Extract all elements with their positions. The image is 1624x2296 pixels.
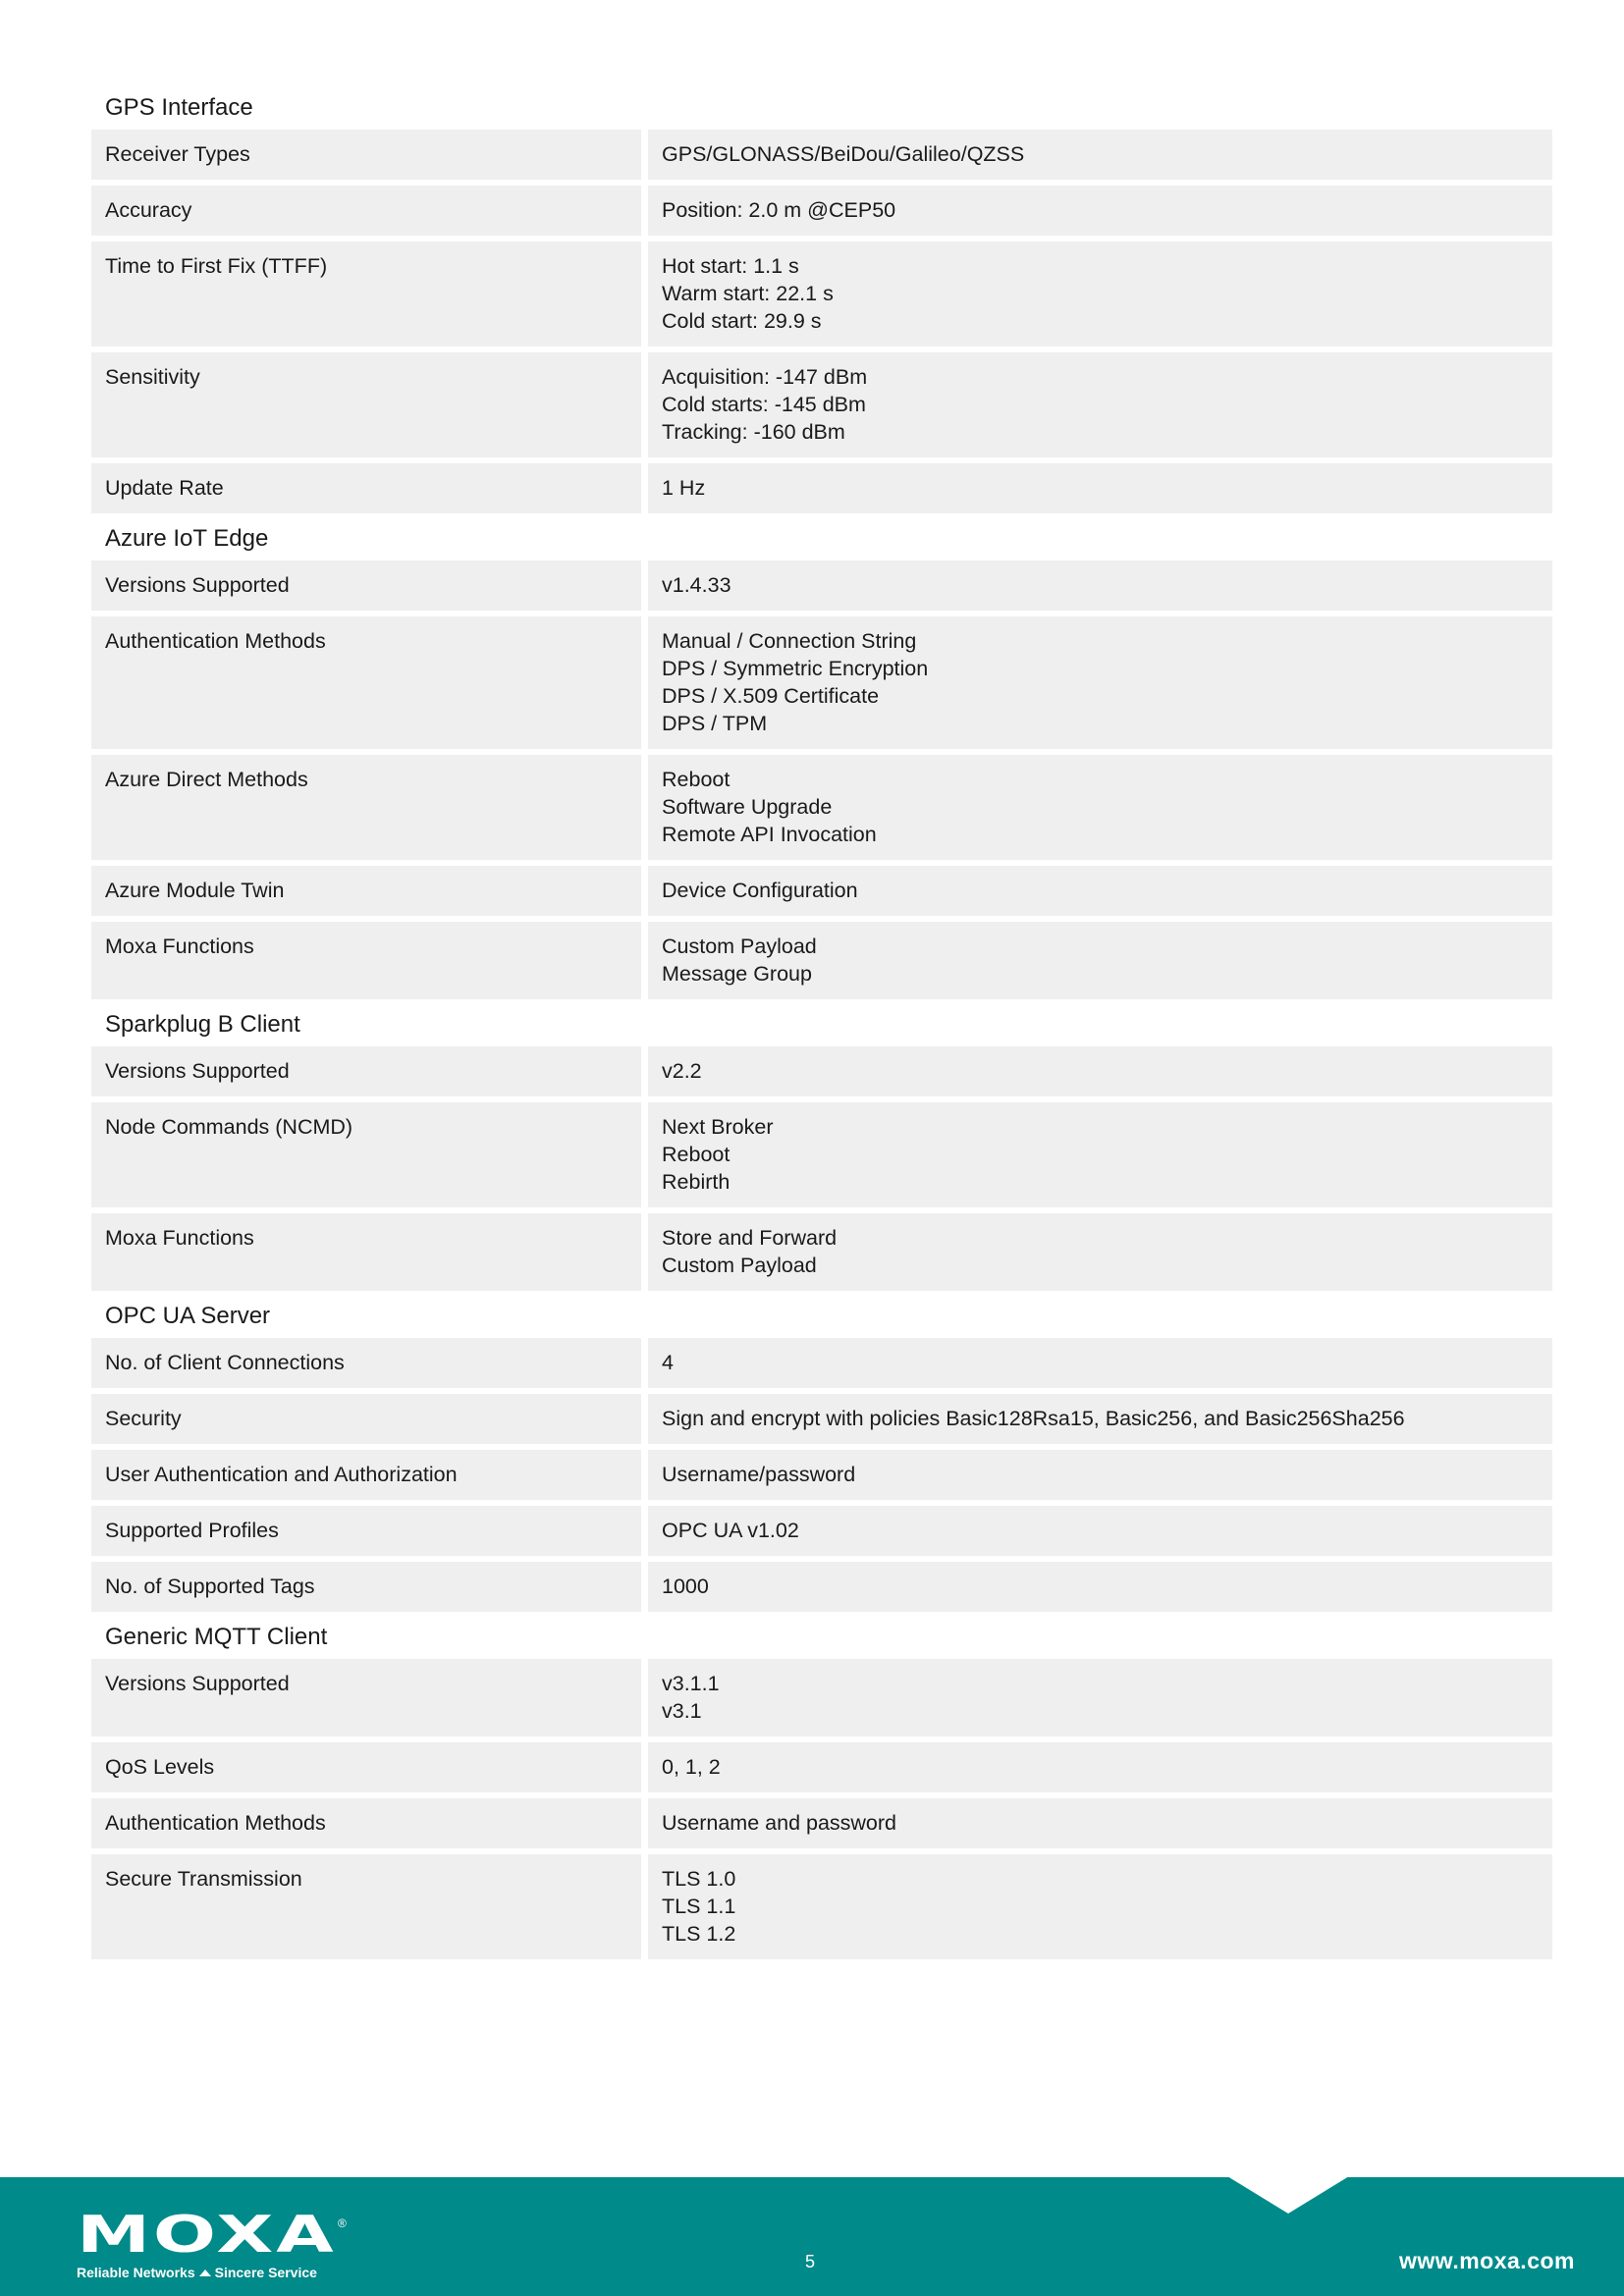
spec-value-line: Remote API Invocation [662,823,877,846]
spec-value-line: Acquisition: -147 dBm [662,365,868,389]
spec-value [648,922,1552,999]
spec-row [91,1854,1552,1959]
moxa-logo [77,2206,347,2281]
spec-label: Secure Transmission [91,1854,641,1959]
spec-value [648,561,1552,611]
page-number: 5 [805,2252,816,2271]
spec-value-line: Cold start: 29.9 s [662,309,822,333]
spec-label: Authentication Methods [91,1798,641,1848]
spec-value-line: 1000 [662,1575,709,1598]
spec-value-line: OPC UA v1.02 [662,1519,799,1542]
spec-value-line: Custom Payload [662,1254,817,1277]
section-title: GPS Interface [105,94,253,121]
spec-value [648,1562,1552,1612]
spec-value-line: Sign and encrypt with policies Basic128Rsa15, Basic256, and Basic256Sha256 [662,1407,1405,1430]
spec-value [648,1394,1552,1444]
spec-label: No. of Client Connections [91,1338,641,1388]
page-footer [0,2177,1624,2296]
spec-value-line: 0, 1, 2 [662,1755,721,1779]
spec-value [648,755,1552,860]
spec-label: Versions Supported [91,1659,641,1736]
spec-value-line: 4 [662,1351,674,1374]
spec-label: Azure Module Twin [91,866,641,916]
spec-label: Supported Profiles [91,1506,641,1556]
logo-registered-mark: ® [338,2216,347,2230]
spec-label: Moxa Functions [91,922,641,999]
spec-label: User Authentication and Authorization [91,1450,641,1500]
spec-value-line: Software Upgrade [662,795,833,819]
spec-row [91,922,1552,999]
spec-row [91,1046,1552,1096]
spec-value-line: Username/password [662,1463,856,1486]
spec-value-line: GPS/GLONASS/BeiDou/Galileo/QZSS [662,142,1025,166]
spec-value-line: Position: 2.0 m @CEP50 [662,198,896,222]
spec-value [648,1338,1552,1388]
spec-row [91,1338,1552,1388]
section-title: Azure IoT Edge [105,525,269,552]
spec-row [91,352,1552,457]
spec-value [648,1659,1552,1736]
spec-row [91,1102,1552,1207]
spec-row [91,1562,1552,1612]
spec-value [648,241,1552,347]
spec-row [91,1742,1552,1792]
spec-label: Accuracy [91,186,641,236]
spec-section [91,1005,1552,1291]
spec-row [91,561,1552,611]
spec-section [91,1297,1552,1612]
spec-value-line: DPS / TPM [662,712,768,735]
spec-value-line: TLS 1.0 [662,1867,736,1891]
spec-value [648,1742,1552,1792]
spec-row [91,130,1552,180]
spec-value-line: Username and password [662,1811,897,1835]
section-title: Sparkplug B Client [105,1011,300,1038]
tagline-left: Reliable Networks [77,2265,195,2280]
spec-value [648,463,1552,513]
spec-label: Update Rate [91,463,641,513]
spec-content [91,88,1552,1965]
spec-value [648,1450,1552,1500]
spec-label: Sensitivity [91,352,641,457]
spec-row [91,1506,1552,1556]
spec-label: Azure Direct Methods [91,755,641,860]
spec-label: No. of Supported Tags [91,1562,641,1612]
spec-value-line: TLS 1.1 [662,1895,736,1918]
spec-value-line: v2.2 [662,1059,702,1083]
spec-row [91,1798,1552,1848]
spec-value-line: v3.1 [662,1699,702,1723]
spec-value-line: DPS / X.509 Certificate [662,684,880,708]
tagline-right: Sincere Service [214,2265,317,2280]
section-title: OPC UA Server [105,1303,271,1329]
spec-row [91,1659,1552,1736]
spec-value-line: 1 Hz [662,476,706,500]
spec-row [91,1213,1552,1291]
spec-value-line: Cold starts: -145 dBm [662,393,866,416]
triangle-icon [199,2269,211,2276]
spec-section [91,88,1552,513]
spec-value-line: Manual / Connection String [662,629,917,653]
spec-label: Receiver Types [91,130,641,180]
spec-value-line: Custom Payload [662,934,817,958]
spec-row [91,866,1552,916]
spec-row [91,241,1552,347]
section-title: Generic MQTT Client [105,1624,328,1650]
spec-value [648,186,1552,236]
spec-value [648,1854,1552,1959]
spec-value-line: Hot start: 1.1 s [662,254,799,278]
spec-label: Security [91,1394,641,1444]
footer-notch [1227,2176,1349,2214]
spec-value [648,352,1552,457]
spec-row [91,755,1552,860]
spec-label: Authentication Methods [91,616,641,749]
spec-label: QoS Levels [91,1742,641,1792]
logo-tagline [77,2264,317,2281]
spec-value-line: Warm start: 22.1 s [662,282,834,305]
logo-wordmark: MOXA [77,2206,337,2265]
spec-value-line: Tracking: -160 dBm [662,420,845,444]
spec-section [91,1618,1552,1959]
spec-value-line: TLS 1.2 [662,1922,736,1946]
spec-value [648,1798,1552,1848]
spec-value-line: Store and Forward [662,1226,838,1250]
spec-value [648,1046,1552,1096]
spec-row [91,1394,1552,1444]
spec-row [91,186,1552,236]
spec-value [648,1102,1552,1207]
spec-label: Moxa Functions [91,1213,641,1291]
spec-value-line: Rebirth [662,1170,731,1194]
spec-label: Time to First Fix (TTFF) [91,241,641,347]
spec-value-line: Reboot [662,1143,731,1166]
spec-value-line: Device Configuration [662,879,858,902]
spec-value-line: DPS / Symmetric Encryption [662,657,929,680]
spec-value-line: Reboot [662,768,731,791]
spec-value [648,1213,1552,1291]
spec-row [91,616,1552,749]
spec-value [648,616,1552,749]
spec-label: Node Commands (NCMD) [91,1102,641,1207]
spec-value-line: v1.4.33 [662,573,731,597]
spec-value-line: v3.1.1 [662,1672,720,1695]
spec-row [91,1450,1552,1500]
spec-section [91,519,1552,999]
spec-label: Versions Supported [91,561,641,611]
spec-value [648,130,1552,180]
spec-value [648,866,1552,916]
spec-row [91,463,1552,513]
spec-label: Versions Supported [91,1046,641,1096]
spec-value-line: Message Group [662,962,812,986]
spec-value-line: Next Broker [662,1115,774,1139]
website-url: www.moxa.com [1399,2248,1575,2273]
spec-value [648,1506,1552,1556]
